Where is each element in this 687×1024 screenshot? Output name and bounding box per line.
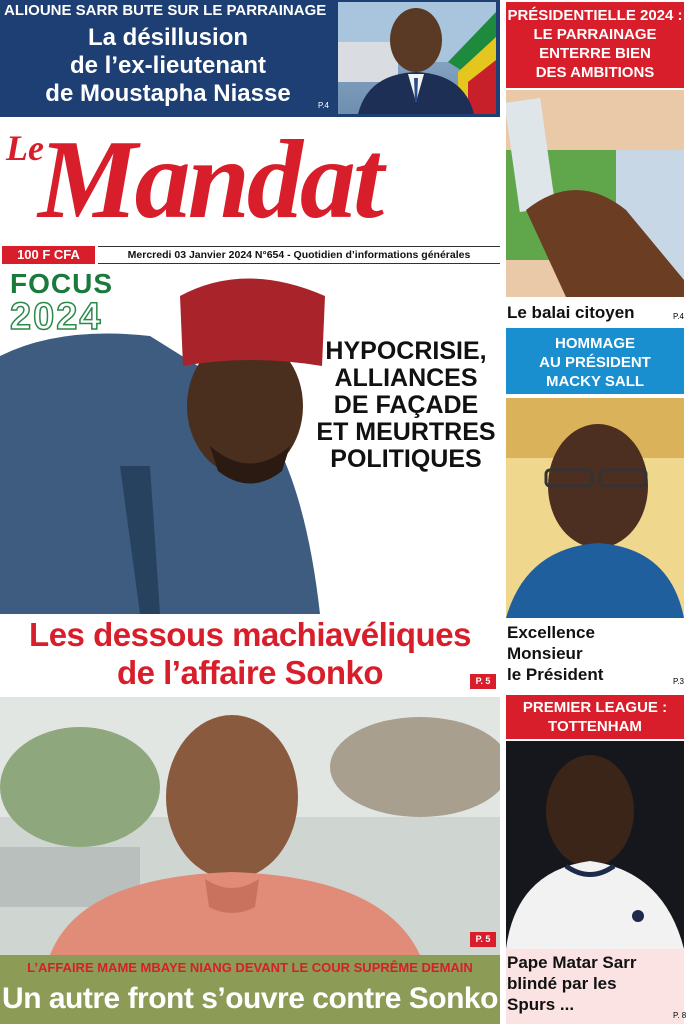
logo-mandat[interactable]: Mandat [38,118,381,242]
bottom-story-headline[interactable]: Un autre front s’ouvre contre Sonko [2,982,498,1015]
story3-page-ref: P. 8 [673,1011,687,1020]
pape-matar-sarr-caption[interactable] [507,952,677,1015]
caption-line: le Président [507,665,604,684]
focus-label-word: FOCUS [10,268,113,299]
bottom-story-kicker: L’AFFAIRE MAME MBAYE NIANG DEVANT LE COUR SUPRÊME DEMAIN [27,960,473,975]
teaser-line: ENTERRE BIEN [539,45,651,62]
caption-line: Spurs ... [507,995,575,1014]
top-story-headline[interactable] [8,24,328,108]
hommage-photo [506,398,684,618]
side-headline-line: HYPOCRISIE, [325,337,487,365]
balai-citoyen-caption[interactable]: Le balai citoyen [507,303,635,322]
lead-headline-line: Les dessous machiavéliques [29,616,471,653]
caption-line: blindé par les [507,974,617,993]
lead-headline[interactable] [0,616,500,692]
side-headline-line: ALLIANCES [334,364,478,392]
dateline: Mercredi 03 Janvier 2024 N°654 - Quotidien d’informations générales [98,246,500,264]
side-headline-line: POLITIQUES [330,445,482,473]
alioune-sarr-photo [338,2,496,114]
price-tag: 100 F CFA [2,246,95,264]
logo-le: Le [6,128,44,168]
teaser-line: DES AMBITIONS [535,64,655,81]
teaser-line: HOMMAGE [555,335,635,352]
story2-page-ref: P.3 [673,677,684,686]
top-story-kicker: ALIOUNE SARR BUTE SUR LE PARRAINAGE [4,2,327,19]
side-headline-line: DE FAÇADE [333,391,479,419]
teaser-line: AU PRÉSIDENT [539,354,651,371]
story1-page-ref: P.4 [673,312,684,321]
teaser-line: TOTTENHAM [548,718,642,735]
presidentielle-teaser-box[interactable] [506,2,684,88]
excellence-caption[interactable] [507,622,677,685]
lead-page-ref: P. 5 [470,674,496,689]
focus-label-year: 2024 [10,296,103,338]
hommage-teaser-box[interactable] [506,328,684,394]
teaser-line: PRÉSIDENTIELLE 2024 : [507,7,683,24]
lead-headline-line: de l’affaire Sonko [116,654,384,691]
top-headline-line: de Moustapha Niasse [45,80,291,107]
top-headline-line: de l’ex-lieutenant [69,52,267,79]
mame-mbaye-niang-photo [0,697,500,955]
top-story-page-ref: P.4 [318,101,329,110]
teaser-line: MACKY SALL [545,373,645,390]
lead-side-headline [306,338,506,473]
teaser-line: LE PARRAINAGE [533,26,657,43]
bottom-story-page-ref: P. 5 [470,932,496,947]
caption-line: Pape Matar Sarr [507,953,637,972]
caption-line: Monsieur [507,644,583,663]
caption-line: Excellence [507,623,595,642]
ballot-hand-photo [506,90,684,297]
premier-league-teaser-box[interactable] [506,695,684,739]
top-headline-line: La désillusion [87,24,249,51]
pape-matar-sarr-photo [506,741,684,949]
side-headline-line: ET MEURTRES [316,418,496,446]
teaser-line: PREMIER LEAGUE : [522,699,668,716]
